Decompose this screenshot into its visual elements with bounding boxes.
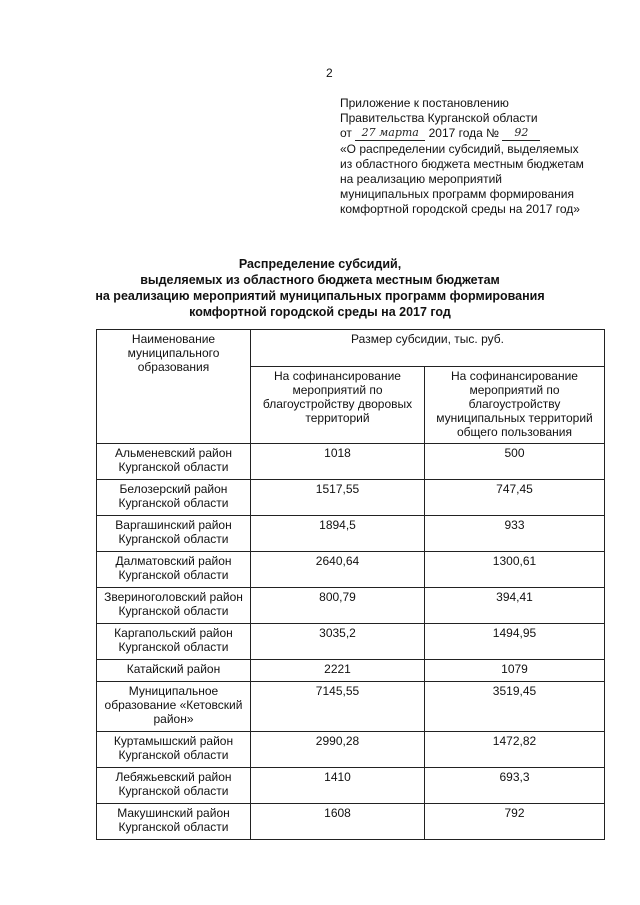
public-value: 1300,61 [425,552,605,588]
document-title [60,256,580,320]
yards-value: 2221 [251,660,425,682]
handwritten-number: 92 [502,125,540,141]
public-value: 933 [425,516,605,552]
appendix-line-1: Приложение к постановлению [340,96,509,110]
public-value: 747,45 [425,480,605,516]
public-value: 792 [425,804,605,840]
municipality-name: Звериноголовский район Курганской области [97,588,251,624]
table-row [97,624,605,660]
table-row [97,444,605,480]
table-row [97,804,605,840]
public-value: 394,41 [425,588,605,624]
public-value: 500 [425,444,605,480]
table-row [97,660,605,682]
header-public-areas: На софинансирование мероприятий по благоустройству муниципальных территорий общего пользования [425,367,605,444]
public-value: 1494,95 [425,624,605,660]
appendix-quote-5: комфортной городской среды на 2017 год» [340,202,580,216]
title-line-4: комфортной городской среды на 2017 год [189,305,451,319]
appendix-quote-1: «О распределении субсидий, выделяемых [340,142,579,156]
title-line-3: на реализацию мероприятий муниципальных программ формирования [95,289,545,303]
title-line-2: выделяемых из областного бюджета местным бюджетам [140,273,500,287]
yards-value: 1410 [251,768,425,804]
municipality-name: Варгашинский район Курганской области [97,516,251,552]
yards-value: 1018 [251,444,425,480]
header-subsidy-size: Размер субсидии, тыс. руб. [251,330,605,367]
appendix-quote-3: на реализацию мероприятий [340,172,502,186]
yards-value: 3035,2 [251,624,425,660]
appendix-from-label: от [340,126,352,140]
subsidy-table [96,329,605,840]
yards-value: 7145,55 [251,682,425,732]
public-value: 1079 [425,660,605,682]
page-number: 2 [326,66,333,80]
header-municipality: Наименование муниципального образования [97,330,251,444]
yards-value: 2640,64 [251,552,425,588]
handwritten-date: 27 марта [355,125,425,141]
table-row [97,516,605,552]
municipality-name: Белозерский район Курганской области [97,480,251,516]
municipality-name: Муниципальное образование «Кетовский район» [97,682,251,732]
appendix-date-line [340,126,630,142]
municipality-name: Каргапольский район Курганской области [97,624,251,660]
table-row [97,480,605,516]
yards-value: 1517,55 [251,480,425,516]
municipality-name: Далматовский район Курганской области [97,552,251,588]
public-value: 3519,45 [425,682,605,732]
municipality-name: Лебяжьевский район Курганской области [97,768,251,804]
public-value: 1472,82 [425,732,605,768]
table-row [97,732,605,768]
yards-value: 800,79 [251,588,425,624]
yards-value: 2990,28 [251,732,425,768]
municipality-name: Катайский район [97,660,251,682]
municipality-name: Альменевский район Курганской области [97,444,251,480]
appendix-quote-2: из областного бюджета местным бюджетам [340,157,584,171]
yards-value: 1894,5 [251,516,425,552]
appendix-line-2: Правительства Курганской области [340,111,538,125]
table-row [97,552,605,588]
public-value: 693,3 [425,768,605,804]
table-row [97,682,605,732]
appendix-quote-4: муниципальных программ формирования [340,187,574,201]
table-row [97,588,605,624]
appendix-year-label: 2017 года № [428,126,500,140]
header-yards: На софинансирование мероприятий по благоустройству дворовых территорий [251,367,425,444]
municipality-name: Куртамышский район Курганской области [97,732,251,768]
municipality-name: Макушинский район Курганской области [97,804,251,840]
appendix-block [340,96,630,217]
table-row [97,768,605,804]
title-line-1: Распределение субсидий, [238,257,402,271]
yards-value: 1608 [251,804,425,840]
